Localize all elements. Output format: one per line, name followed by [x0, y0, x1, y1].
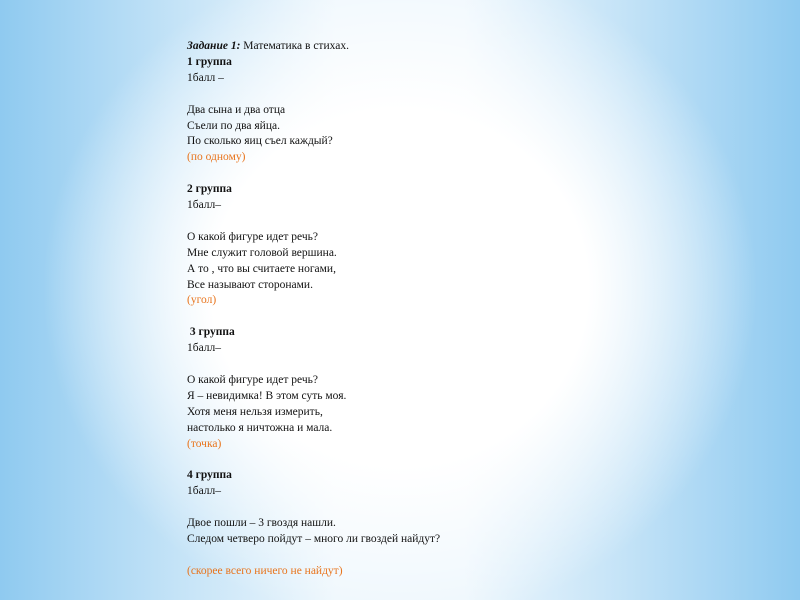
group-1-line-2: Съели по два яйца.: [187, 119, 280, 132]
group-2-line-2: Мне служит головой вершина.: [187, 246, 337, 259]
group-3-line-2: Я – невидимка! В этом суть моя.: [187, 389, 347, 402]
group-4-answer: (скорее всего ничего не найдут): [187, 564, 343, 577]
group-1-line-3: По сколько яиц съел каждый?: [187, 135, 333, 148]
spacer: [187, 166, 607, 182]
group-3-heading: 3 группа: [187, 326, 235, 339]
task-title-text: Математика в стихах.: [240, 40, 349, 52]
group-1-heading: 1 группа: [187, 55, 232, 68]
group-2-line-4: Все называют сторонами.: [187, 278, 313, 291]
task-title: [187, 39, 607, 55]
group-3-answer: (точка): [187, 437, 222, 450]
group-1-line-1: Два сына и два отца: [187, 103, 286, 116]
group-3-line-1: О какой фигуре идет речь?: [187, 373, 318, 386]
group-1-points: 1балл –: [187, 71, 224, 84]
document-body: [187, 39, 607, 580]
group-2-answer: (угол): [187, 294, 217, 307]
group-2-points: 1балл–: [187, 199, 222, 212]
spacer: [187, 309, 607, 325]
group-3-points: 1балл–: [187, 342, 222, 355]
spacer: [187, 500, 607, 516]
group-2-line-3: А то , что вы считаете ногами,: [187, 262, 336, 275]
task-label: Задание 1:: [187, 40, 241, 52]
group-3-line-4: настолько я ничтожна и мала.: [187, 421, 333, 434]
group-4-line-2: Следом четверо пойдут – много ли гвоздей найдут?: [187, 532, 441, 545]
group-2-heading: 2 группа: [187, 183, 232, 196]
spacer: [187, 87, 607, 103]
group-3-line-3: Хотя меня нельзя измерить,: [187, 405, 323, 418]
spacer: [187, 548, 607, 564]
group-4-line-1: Двое пошли – 3 гвоздя нашли.: [187, 517, 336, 530]
group-4-heading: 4 группа: [187, 469, 232, 482]
group-1-answer: (по одному): [187, 151, 246, 164]
spacer: [187, 214, 607, 230]
spacer: [187, 357, 607, 373]
spacer: [187, 452, 607, 468]
group-4-points: 1балл–: [187, 485, 222, 498]
group-2-line-1: О какой фигуре идет речь?: [187, 230, 318, 243]
